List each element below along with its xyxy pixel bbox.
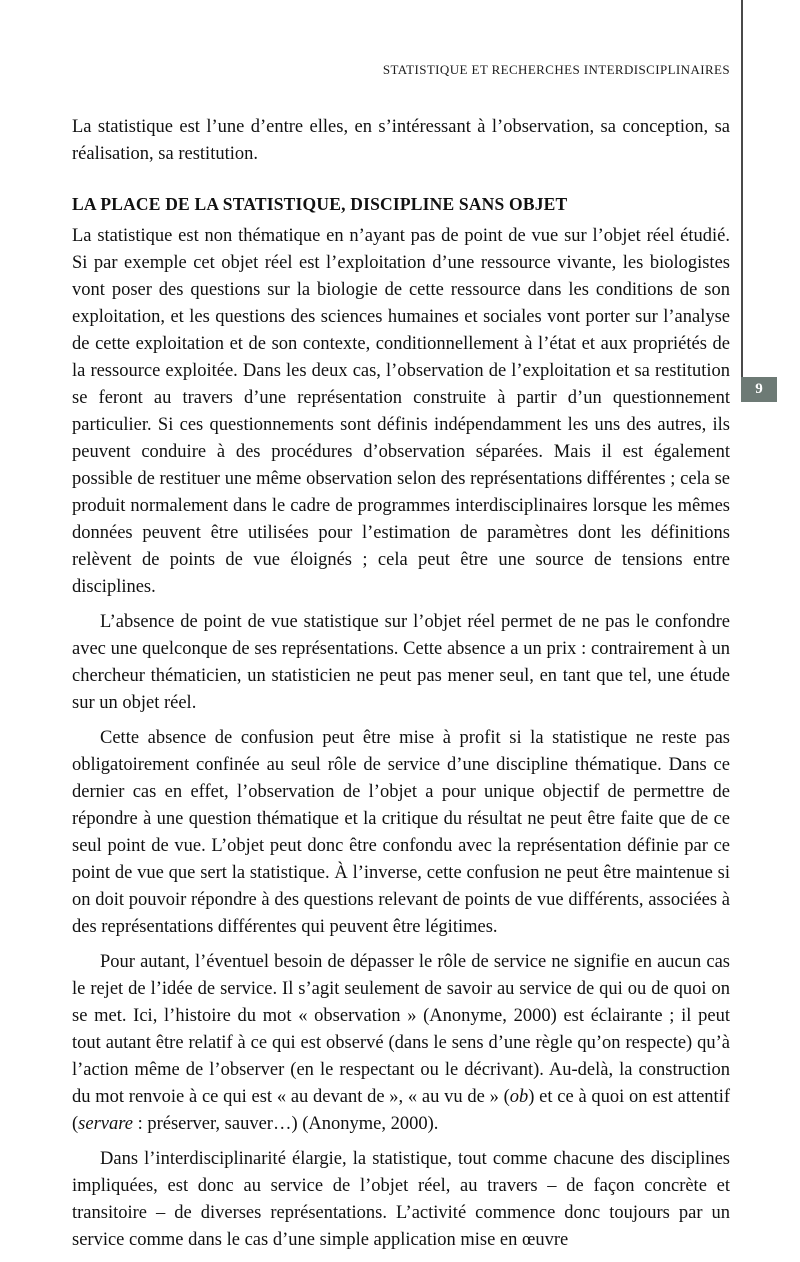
body-paragraph — [72, 223, 730, 601]
paragraphs — [72, 223, 730, 1254]
page-number-badge — [741, 377, 777, 402]
text-segment: : préserver, sauver…) (Anonyme, 2000). — [132, 1114, 439, 1134]
text-segment: Dans l’interdisciplinarité élargie, la statistique, tout comme chacune des disciplines impliquées, est donc au service de l’objet réel, au travers – de façon concrète et transitoire – de diverses représentations. L’activité commence donc toujours par un service comme dans le cas d’une simple application mise en œuvre — [72, 1149, 730, 1250]
body-paragraph — [72, 1146, 730, 1254]
section-heading: LA PLACE DE LA STATISTIQUE, DISCIPLINE SANS OBJET — [72, 194, 568, 214]
text-column — [72, 0, 730, 1262]
italic-term: ob — [509, 1087, 529, 1107]
page-number: 9 — [755, 381, 763, 397]
margin-rule — [741, 0, 743, 377]
body-paragraph — [72, 609, 730, 717]
text-segment: ) et ce à quoi on est attentif ( — [72, 1087, 730, 1134]
text-segment: Pour autant, l’éventuel besoin de dépasser le rôle de service ne signifie en aucun cas le rejet de l’idée de service. Il s’agit seulement de savoir au service de qui ou de quoi on se met. Ici, l’histoire du mot « observation » (Anonyme, 2000) est éclairante ; il peut tout autant être relatif à ce qui est observé (dans le sens d’une règle qu’on respecte) qu’à l’action même de l’observer (en le respectant ou le décrivant). Au-delà, la construction du mot renvoie à ce qui est « au devant de », « au vu de » ( — [72, 952, 730, 1107]
intro-paragraph: La statistique est l’une d’entre elles, en s’intéressant à l’observation, sa conception, sa réalisation, sa restitution. — [72, 117, 730, 164]
body-paragraph — [72, 949, 730, 1138]
text-segment: Cette absence de confusion peut être mise à profit si la statistique ne reste pas obligatoirement confinée au seul rôle de service d’une discipline thématique. Dans ce dernier cas en effet, l’observation de l’objet a pour unique objectif de permettre de répondre à une question thématique et la critique du résultat ne peut être faite que de ce seul point de vue. L’objet peut donc être confondu avec la représentation définie par ce point de vue que sert la statistique. À l’inverse, cette confusion ne peut être maintenue si on doit pouvoir répondre à des questions relevant de points de vue différents, associées à des représentations différentes qui peuvent être légitimes. — [72, 728, 730, 937]
text-segment: L’absence de point de vue statistique sur l’objet réel permet de ne pas le confondre avec une quelconque de ses représentations. Cette absence a un prix : contrairement à un chercheur thématicien, un statisticien ne peut pas mener seul, en tant que tel, une étude sur un objet réel. — [72, 612, 730, 713]
text-segment: La statistique est non thématique en n’ayant pas de point de vue sur l’objet réel étudié. Si par exemple cet objet réel est l’exploitation d’une ressource vivante, les biologistes vont poser des questions sur la biologie de cette ressource dans les conditions de son exploitation, et les questions des sciences humaines et sociales vont porter sur l’analyse de cette exploitation et de son contexte, conditionnellement à l’état et aux propriétés de la ressource exploitée. Dans les deux cas, l’observation de l’exploitation et sa restitution se feront au travers d’une représentation construite à partir d’un questionnement particulier. Si ces questionnements sont définis indépendamment les uns des autres, ils peuvent conduire à des procédures d’observation séparées. Mais il est également possible de restituer une même observation selon des représentations différentes ; cela se produit normalement dans le cadre de programmes interdisciplinaires lorsque les mêmes données peuvent être utilisées pour l’estimation de paramètres dont les définitions relèvent de points de vue éloignés ; cela peut être une source de tensions entre disciplines. — [72, 226, 730, 597]
running-head: STATISTIQUE ET RECHERCHES INTERDISCIPLINAIRES — [382, 62, 730, 77]
body-paragraph — [72, 725, 730, 941]
italic-term: servare — [78, 1114, 133, 1134]
